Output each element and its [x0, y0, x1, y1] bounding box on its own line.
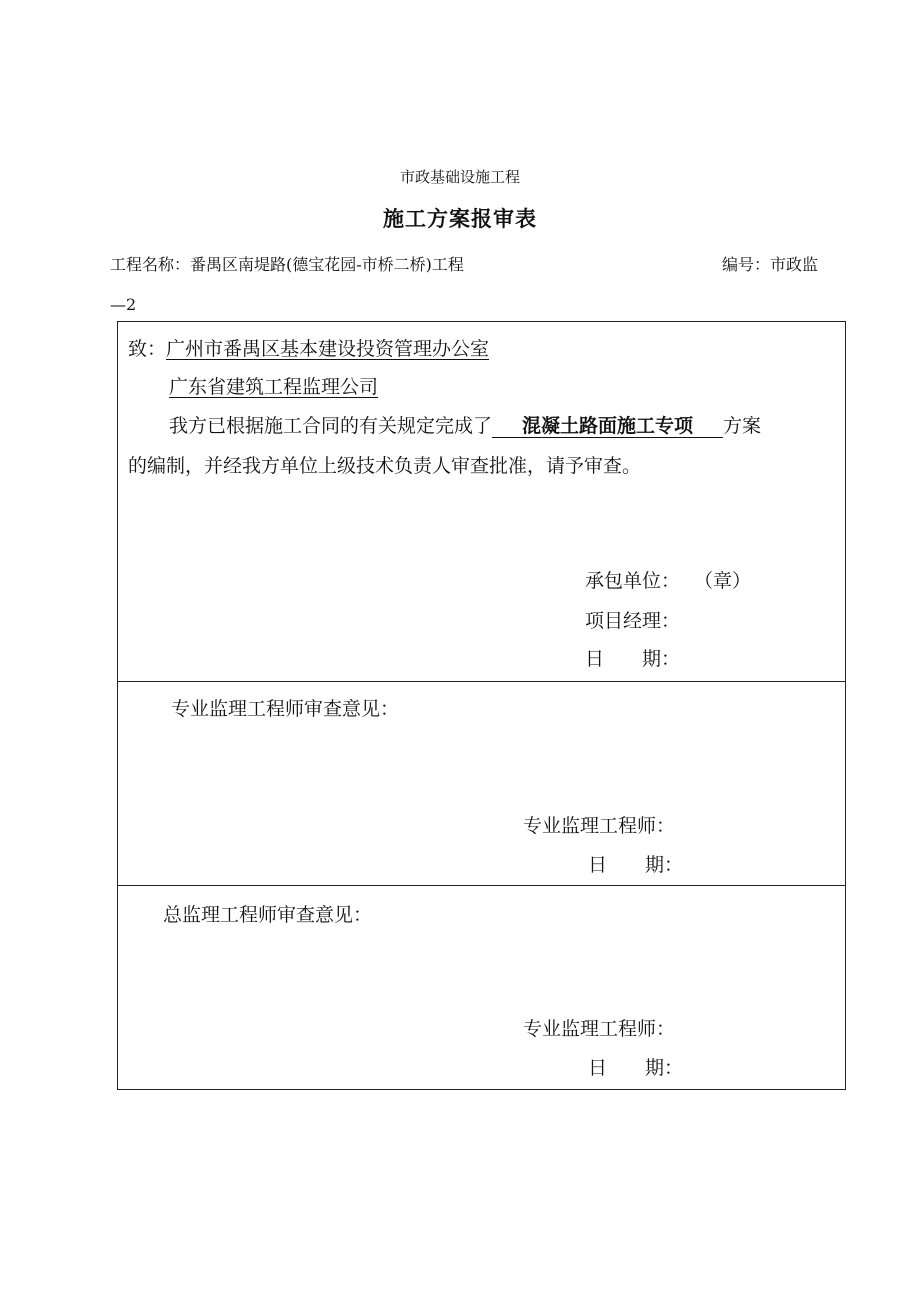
recipient-1: 广州市番禺区基本建设投资管理办公室 [166, 338, 490, 360]
contractor-label: 承包单位： [585, 570, 681, 592]
review-form-table [117, 321, 846, 1090]
recipient-line-1 [128, 334, 489, 361]
seal-label: （章） [694, 570, 752, 592]
chief-supervisor-opinion-heading: 总监理工程师审查意见： [163, 904, 373, 926]
to-prefix: 致： [128, 338, 167, 360]
project-name: 工程名称：番禺区南堤路(德宝花园-市桥二桥)工程 [110, 255, 464, 274]
supervisor-signer-label: 专业监理工程师： [523, 815, 676, 837]
body-start: 我方已根据施工合同的有关规定完成了 [169, 415, 493, 437]
document-code: 编号：市政监 [722, 255, 819, 274]
section-divider-2 [118, 885, 845, 886]
section1-date-label: 日 期： [585, 648, 681, 670]
section-divider-1 [118, 681, 845, 682]
submission-statement [169, 411, 761, 438]
body-end: 方案 [723, 415, 762, 437]
chief-signer-label: 专业监理工程师： [523, 1018, 676, 1040]
recipient-2: 广东省建筑工程监理公司 [169, 376, 379, 398]
document-title: 施工方案报审表 [383, 206, 537, 231]
section2-date-label: 日 期： [588, 854, 684, 876]
document-code-continuation: —2 [110, 295, 137, 314]
submission-statement-line-2: 的编制，并经我方单位上级技术负责人审查批准，请予审查。 [128, 455, 642, 477]
section3-date-label: 日 期： [588, 1057, 684, 1079]
supervisor-opinion-heading: 专业监理工程师审查意见： [171, 698, 400, 720]
document-subtitle: 市政基础设施工程 [399, 168, 520, 186]
contractor-line [585, 566, 751, 593]
project-item: 混凝土路面施工专项 [492, 415, 723, 438]
project-manager-label: 项目经理： [585, 610, 681, 632]
